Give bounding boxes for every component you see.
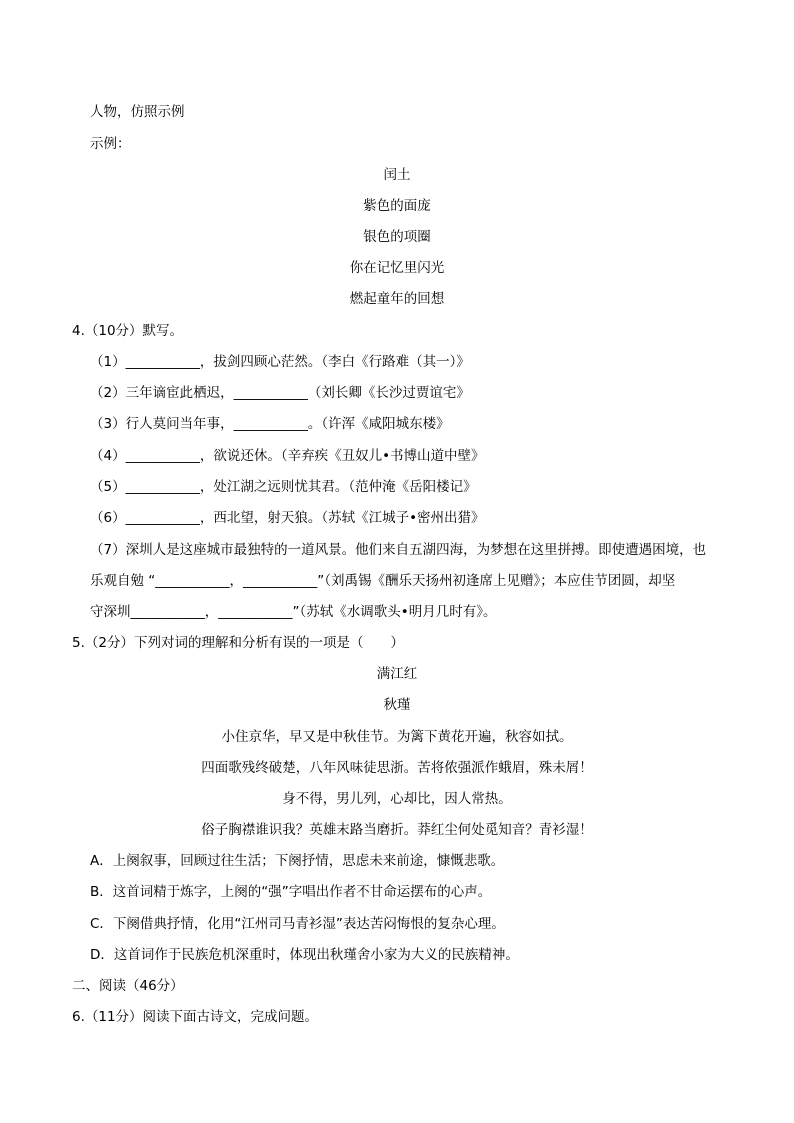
answer-option-b: B．这首词精于炼字，上阕的“强”字唱出作者不甘命运摆布的心声。 <box>90 884 492 900</box>
question-4-item: （1）___________，拔剑四顾心茫然。（李白《行路难（其一）》 <box>90 354 470 370</box>
answer-option-a: A．上阕叙事，回顾过往生活；下阕抒情，思虑未来前途，慷慨悲歌。 <box>90 853 505 869</box>
poem-author: 秋瑾 <box>383 697 411 713</box>
poem-line: 身不得，男儿列，心却比，因人常热。 <box>282 791 512 807</box>
poem-line: 小住京华，早又是中秋佳节。为篱下黄花开遍，秋容如拭。 <box>221 729 573 745</box>
question-4-title: 4.（10分）默写。 <box>72 323 184 339</box>
intro-line-1: 人物，仿照示例 <box>90 104 185 120</box>
answer-option-c: C．下阕借典抒情，化用“江州司马青衫湿”表达苦闷悔恨的复杂心理。 <box>90 916 505 932</box>
question-4-item: （3）行人莫问当年事，___________。（许浑《咸阳城东楼》 <box>90 416 450 432</box>
question-5-title: 5.（2分）下列对词的理解和分析有误的一项是（ ） <box>72 635 404 651</box>
question-4-item: （4）___________，欲说还休。（辛弃疾《丑奴儿•书博山道中壁》 <box>90 448 485 464</box>
poem-title: 满江红 <box>376 666 418 682</box>
question-4-item: （5）___________，处江湖之远则忧其君。（范仲淹《岳阳楼记》 <box>90 479 477 495</box>
example-poem-line: 银色的项圈 <box>363 229 431 245</box>
example-poem-line: 你在记忆里闪光 <box>349 260 445 276</box>
example-poem-line: 紫色的面庞 <box>363 198 431 214</box>
question-4-item-7-line: 乐观自勉 “___________，___________”（刘禹锡《酬乐天扬州初逢席上见赠》；本应佳节团圆，却坚 <box>90 573 676 589</box>
intro-line-2: 示例： <box>90 136 131 152</box>
question-4-item: （6）___________，西北望，射天狼。（苏轼《江城子•密州出猎》 <box>90 510 485 526</box>
question-4-item-7-line: （7）深圳人是这座城市最独特的一道风景。他们来自五湖四海，为梦想在这里拼搏。即使遭遇困境，也 <box>90 542 707 558</box>
example-poem-line: 燃起童年的回想 <box>349 291 445 307</box>
example-poem-title: 闰土 <box>383 167 411 183</box>
poem-line: 俗子胸襟谁识我？英雄末路当磨折。莽红尘何处觅知音？青衫湿！ <box>201 822 593 838</box>
section-2-heading: 二、阅读（46分） <box>72 978 184 994</box>
question-4-item-7-line: 守深圳___________，___________”（苏轼《水调歌头•明月几时有》。 <box>90 604 497 620</box>
answer-option-d: D．这首词作于民族危机深重时，体现出秋瑾舍小家为大义的民族精神。 <box>90 947 519 963</box>
poem-line: 四面歌残终破楚，八年风味徒思浙。苦将侬强派作蛾眉，殊未屑！ <box>201 760 593 776</box>
question-4-item: （2）三年谪宦此栖迟，___________（刘长卿《长沙过贾谊宅》 <box>90 385 470 401</box>
question-6-title: 6.（11分）阅读下面古诗文，完成问题。 <box>72 1009 319 1025</box>
